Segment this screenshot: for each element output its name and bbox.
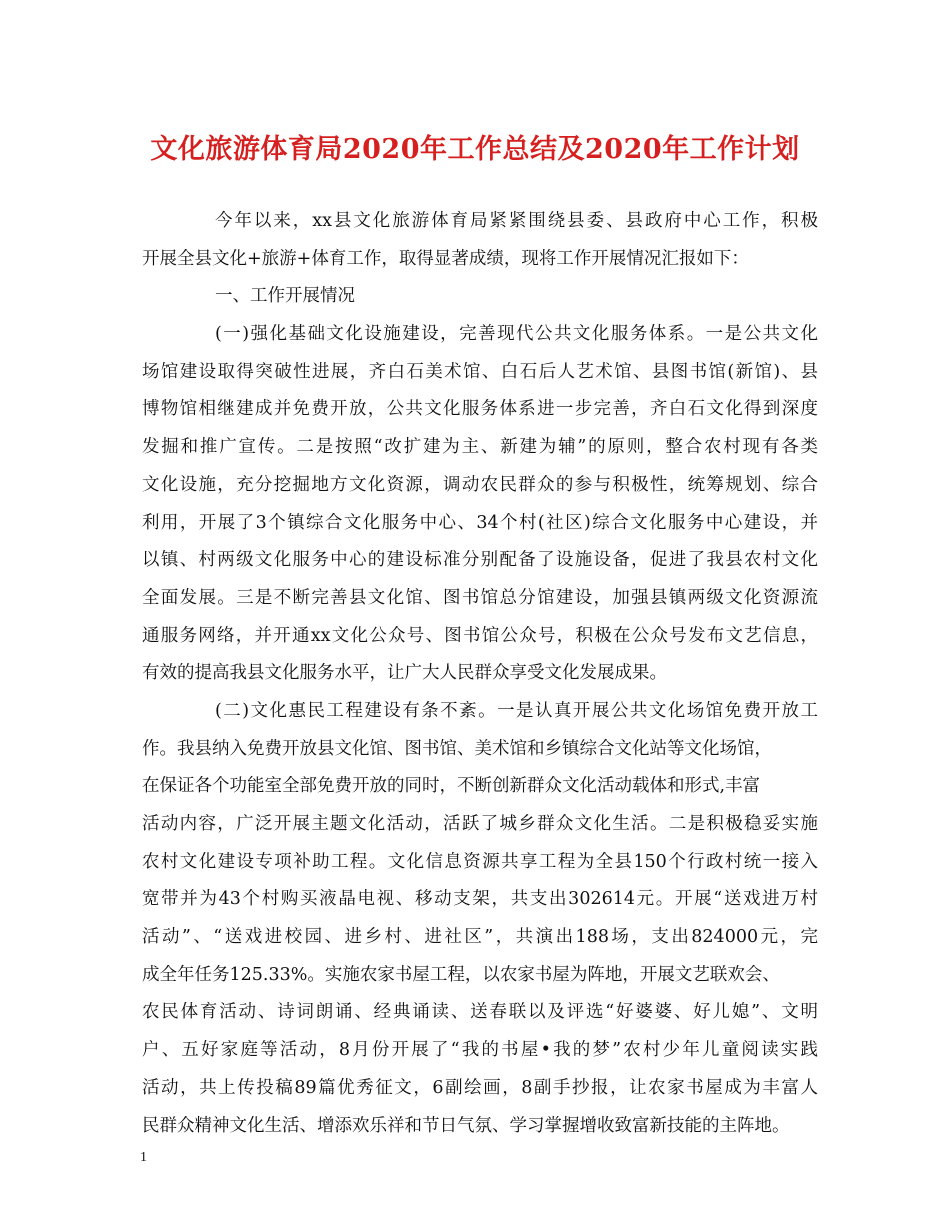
body-line: 开展全县文化+旅游+体育工作，取得显著成绩，现将工作开展情况汇报如下：: [142, 248, 749, 269]
body-line: 作。我县纳入免费开放县文化馆、图书馆、美术馆和乡镇综合文化站等文化场馆，: [142, 738, 772, 759]
document-title: 文化旅游体育局2020年工作总结及2020年工作计划: [150, 134, 800, 165]
body-line: (二)文化惠民工程建设有条不紊。一是认真开展公共文化场馆免费开放工: [215, 700, 818, 721]
body-line: 全面发展。三是不断完善县文化馆、图书馆总分馆建设，加强县镇两级文化资源流: [142, 587, 818, 608]
body-line: 成全年任务125.33%。实施农家书屋工程，以农家书屋为阵地，开展文艺联欢会、: [142, 964, 780, 985]
body-line: 发掘和推广宣传。二是按照“改扩建为主、新建为辅”的原则，整合农村现有各类: [142, 437, 818, 458]
section-heading: 一、工作开展情况: [215, 286, 355, 307]
body-line: 以镇、村两级文化服务中心的建设标准分别配备了设施设备，促进了我县农村文化: [142, 550, 818, 571]
body-line: 民群众精神文化生活、增添欢乐祥和节日气氛、学习掌握增收致富新技能的主阵地。: [142, 1115, 790, 1136]
body-line: 宽带并为43个村购买液晶电视、移动支架，共支出302614元。开展“送戏进万村: [142, 889, 818, 910]
body-line: 活动，共上传投稿89篇优秀征文，6副绘画，8副手抄报，让农家书屋成为丰富人: [142, 1077, 818, 1098]
body-line: 农村文化建设专项补助工程。文化信息资源共享工程为全县150个行政村统一接入: [142, 851, 818, 872]
body-line: (一)强化基础文化设施建设，完善现代公共文化服务体系。一是公共文化: [215, 324, 818, 345]
body-line: 博物馆相继建成并免费开放，公共文化服务体系进一步完善，齐白石文化得到深度: [142, 399, 818, 420]
page-number: 1: [140, 1150, 147, 1165]
body-line: 文化设施，充分挖掘地方文化资源，调动农民群众的参与积极性，统筹规划、综合: [142, 474, 818, 495]
body-line: 有效的提高我县文化服务水平，让广大人民群众享受文化发展成果。: [142, 663, 667, 684]
body-line: 活动内容，广泛开展主题文化活动，活跃了城乡群众文化生活。二是积极稳妥实施: [142, 814, 818, 834]
body-line: 今年以来，xx县文化旅游体育局紧紧围绕县委、县政府中心工作，积极: [215, 211, 818, 231]
body-line: 户、五好家庭等活动，8月份开展了“我的书屋•我的梦”农村少年儿童阅读实践: [142, 1040, 818, 1061]
body-line: 通服务网络，并开通xx文化公众号、图书馆公众号，积极在公众号发布文艺信息，: [142, 625, 818, 646]
body-line: 在保证各个功能室全部免费开放的同时，不断创新群众文化活动载体和形式,丰富: [142, 776, 761, 797]
body-line: 农民体育活动、诗词朗诵、经典诵读、送春联以及评选“好婆婆、好儿媳”、文明: [142, 1002, 818, 1023]
body-line: 活动”、“送戏进校园、进乡村、进社区”，共演出188场，支出824000元，完: [142, 927, 818, 948]
document-body: [142, 203, 818, 1145]
body-line: 场馆建设取得突破性进展，齐白石美术馆、白石后人艺术馆、县图书馆(新馆)、县: [142, 361, 818, 382]
body-line: 利用，开展了3个镇综合文化服务中心、34个村(社区)综合文化服务中心建设，并: [142, 512, 818, 533]
